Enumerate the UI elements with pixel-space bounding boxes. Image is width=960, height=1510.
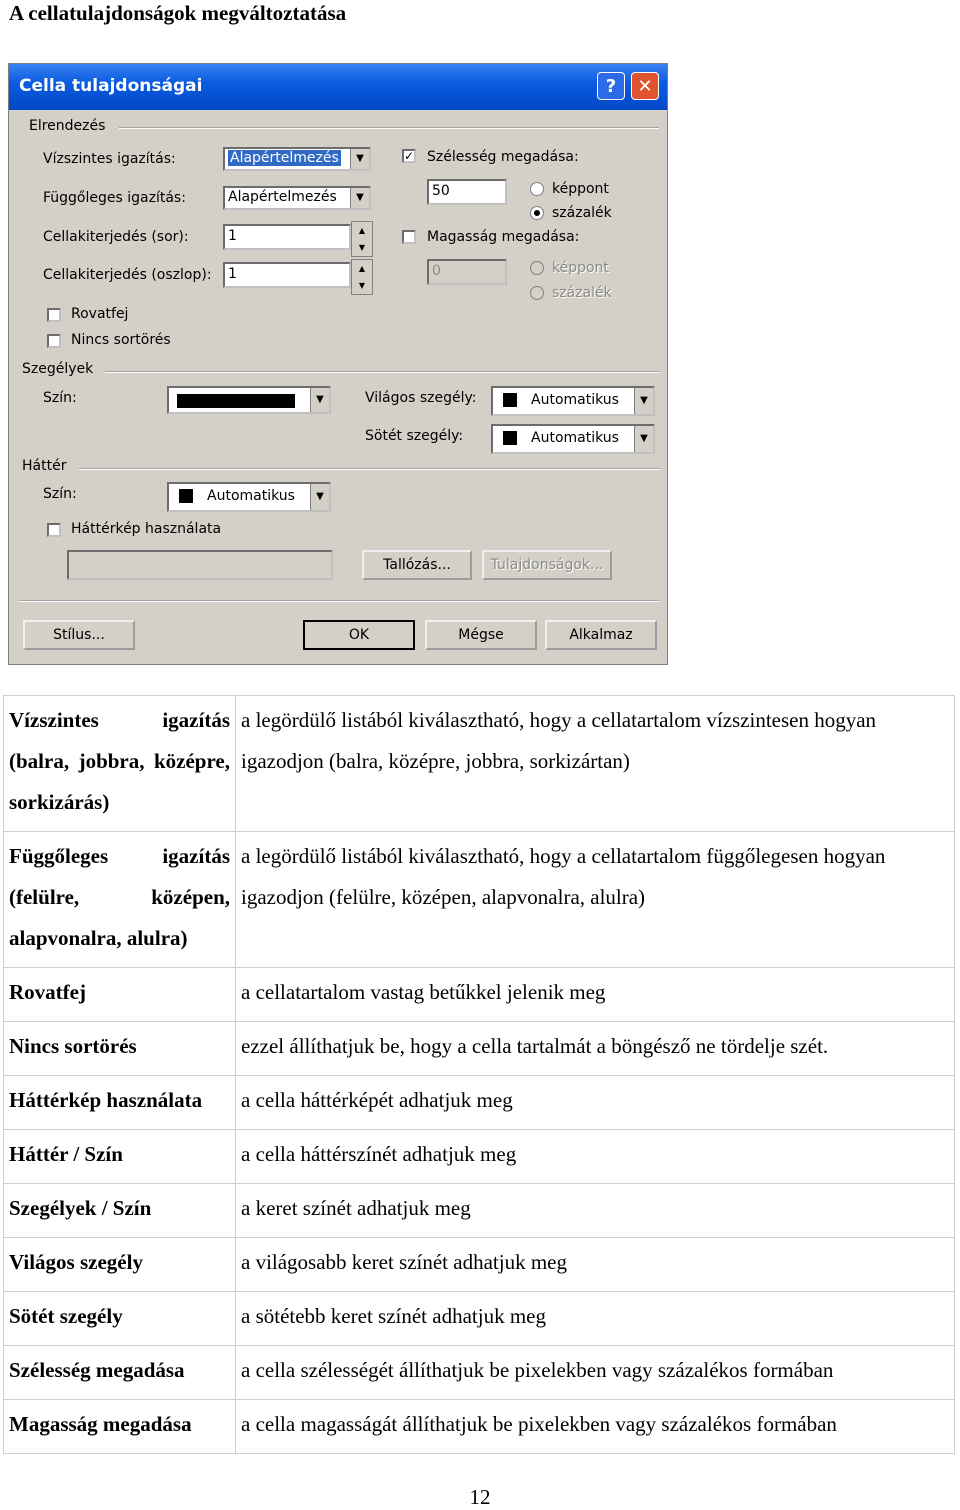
nowrap-label: Nincs sortörés: [71, 332, 171, 348]
chevron-down-icon[interactable]: ▼: [634, 426, 653, 452]
rowspan-value: 1: [228, 228, 237, 244]
width-label: Szélesség megadása:: [427, 149, 579, 165]
width-pixel-radio[interactable]: [530, 182, 544, 196]
chevron-down-icon[interactable]: ▼: [310, 484, 329, 510]
color-swatch: [177, 394, 295, 408]
chevron-down-icon[interactable]: ▼: [350, 188, 369, 208]
width-pixel-label: képpont: [552, 181, 609, 197]
h-align-value: Alapértelmezés: [230, 150, 339, 166]
desc-cell: a cellatartalom vastag betűkkel jelenik meg: [236, 968, 955, 1022]
cancel-button[interactable]: Mégse: [425, 620, 537, 650]
term-cell: Világos szegély: [4, 1238, 236, 1292]
v-align-value: Alapértelmezés: [228, 189, 337, 205]
bg-color-label: Szín:: [43, 486, 77, 502]
term-cell: Nincs sortörés: [4, 1022, 236, 1076]
desc-cell: ezzel állíthatjuk be, hogy a cella tartalmát a böngésző ne tördelje szét.: [236, 1022, 955, 1076]
table-row: [4, 1130, 955, 1184]
desc-cell: a sötétebb keret színét adhatjuk meg: [236, 1292, 955, 1346]
height-pixel-label: képpont: [552, 260, 609, 276]
group-divider: [79, 468, 659, 470]
dark-border-select[interactable]: [491, 424, 655, 454]
term-cell: Háttér / Szín: [4, 1130, 236, 1184]
nowrap-checkbox[interactable]: [47, 334, 61, 348]
table-row: [4, 832, 955, 968]
colspan-input[interactable]: [223, 262, 351, 288]
height-checkbox[interactable]: [402, 230, 416, 244]
desc-cell: a cella magasságát állíthatjuk be pixelekben vagy százalékos formában: [236, 1400, 955, 1454]
table-row: [4, 968, 955, 1022]
color-swatch: [503, 431, 517, 445]
rowspan-label: Cellakiterjedés (sor):: [43, 229, 189, 245]
description-table: [3, 695, 955, 1454]
light-border-select[interactable]: [491, 386, 655, 416]
colspan-stepper[interactable]: ▲ ▼: [351, 259, 373, 295]
close-button[interactable]: ✕: [631, 72, 659, 100]
term-cell: Szegélyek / Szín: [4, 1184, 236, 1238]
chevron-down-icon[interactable]: ▼: [634, 388, 653, 414]
bg-image-path-input[interactable]: [67, 550, 333, 580]
chevron-down-icon[interactable]: ▼: [350, 149, 369, 169]
v-align-select[interactable]: [223, 186, 371, 210]
bg-color-value: Automatikus: [207, 488, 295, 504]
light-border-label: Világos szegély:: [365, 390, 477, 406]
desc-cell: a cella háttérképét adhatjuk meg: [236, 1076, 955, 1130]
border-color-select[interactable]: [167, 386, 331, 414]
width-input[interactable]: [427, 179, 507, 205]
group-divider: [105, 371, 659, 373]
apply-button[interactable]: Alkalmaz: [545, 620, 657, 650]
v-align-label: Függőleges igazítás:: [43, 190, 186, 206]
term-cell: Magasság megadása: [4, 1400, 236, 1454]
table-row: [4, 1022, 955, 1076]
table-row: [4, 1400, 955, 1454]
term-cell: Háttérkép használata: [4, 1076, 236, 1130]
bg-color-select[interactable]: [167, 482, 331, 512]
table-row: [4, 1346, 955, 1400]
table-row: [4, 696, 955, 832]
rowspan-input[interactable]: [223, 224, 351, 250]
term-cell: Vízszintes igazítás (balra, jobbra, középre, sorkizárás): [4, 696, 236, 832]
width-percent-label: százalék: [552, 205, 612, 221]
group-background-label: Háttér: [22, 458, 67, 474]
dark-border-label: Sötét szegély:: [365, 428, 464, 444]
dialog-titlebar[interactable]: [9, 64, 667, 110]
light-border-value: Automatikus: [531, 392, 619, 408]
desc-cell: a világosabb keret színét adhatjuk meg: [236, 1238, 955, 1292]
dialog-title: Cella tulajdonságai: [19, 76, 203, 96]
colspan-label: Cellakiterjedés (oszlop):: [43, 267, 212, 283]
desc-cell: a cella szélességét állíthatjuk be pixelekben vagy százalékos formában: [236, 1346, 955, 1400]
height-value: 0: [432, 263, 441, 279]
style-button[interactable]: Stílus...: [23, 620, 135, 650]
desc-cell: a cella háttérszínét adhatjuk meg: [236, 1130, 955, 1184]
cell-properties-dialog: [8, 63, 668, 665]
height-percent-label: százalék: [552, 285, 612, 301]
header-checkbox[interactable]: [47, 308, 61, 322]
group-layout-label: Elrendezés: [29, 118, 106, 134]
table-row: [4, 1292, 955, 1346]
table-row: [4, 1184, 955, 1238]
term-cell: Rovatfej: [4, 968, 236, 1022]
term-cell: Sötét szegély: [4, 1292, 236, 1346]
border-color-label: Szín:: [43, 390, 77, 406]
desc-cell: a keret színét adhatjuk meg: [236, 1184, 955, 1238]
bg-image-label: Háttérkép használata: [71, 521, 222, 537]
width-value: 50: [432, 183, 450, 199]
page-number: 12: [469, 1485, 491, 1509]
header-label: Rovatfej: [71, 306, 129, 322]
ok-button[interactable]: OK: [303, 620, 415, 650]
table-row: [4, 1076, 955, 1130]
height-pixel-radio[interactable]: [530, 261, 544, 275]
bg-image-checkbox[interactable]: [47, 523, 61, 537]
color-swatch: [503, 393, 517, 407]
dark-border-value: Automatikus: [531, 430, 619, 446]
height-input[interactable]: [427, 259, 507, 285]
term-cell: Szélesség megadása: [4, 1346, 236, 1400]
term-cell: Függőleges igazítás (felülre, középen, alapvonalra, alulra): [4, 832, 236, 968]
properties-button[interactable]: Tulajdonságok...: [482, 550, 612, 580]
group-borders-label: Szegélyek: [22, 361, 94, 377]
chevron-down-icon[interactable]: ▼: [310, 388, 329, 412]
table-row: [4, 1238, 955, 1292]
desc-cell: a legördülő listából kiválasztható, hogy a cellatartalom függőlegesen hogyan igazodjon (felülre, középen, alapvonalra, alulra): [236, 832, 955, 968]
desc-cell: a legördülő listából kiválasztható, hogy a cellatartalom vízszintesen hogyan igazodjon (balra, középre, jobbra, sorkizártan): [236, 696, 955, 832]
browse-button[interactable]: Tallózás...: [362, 550, 472, 580]
width-checkbox[interactable]: ✓: [404, 149, 415, 163]
h-align-label: Vízszintes igazítás:: [43, 151, 176, 167]
height-percent-radio[interactable]: [530, 286, 544, 300]
height-label: Magasság megadása:: [427, 229, 580, 245]
colspan-value: 1: [228, 266, 237, 282]
buttons-divider: [19, 600, 659, 602]
color-swatch: [179, 489, 193, 503]
page-heading: A cellatulajdonságok megváltoztatása: [9, 1, 347, 25]
h-align-select[interactable]: [223, 147, 371, 171]
help-button[interactable]: ?: [597, 72, 625, 100]
rowspan-stepper[interactable]: ▲ ▼: [351, 221, 373, 257]
group-divider: [119, 127, 659, 129]
width-percent-radio[interactable]: [530, 206, 544, 220]
